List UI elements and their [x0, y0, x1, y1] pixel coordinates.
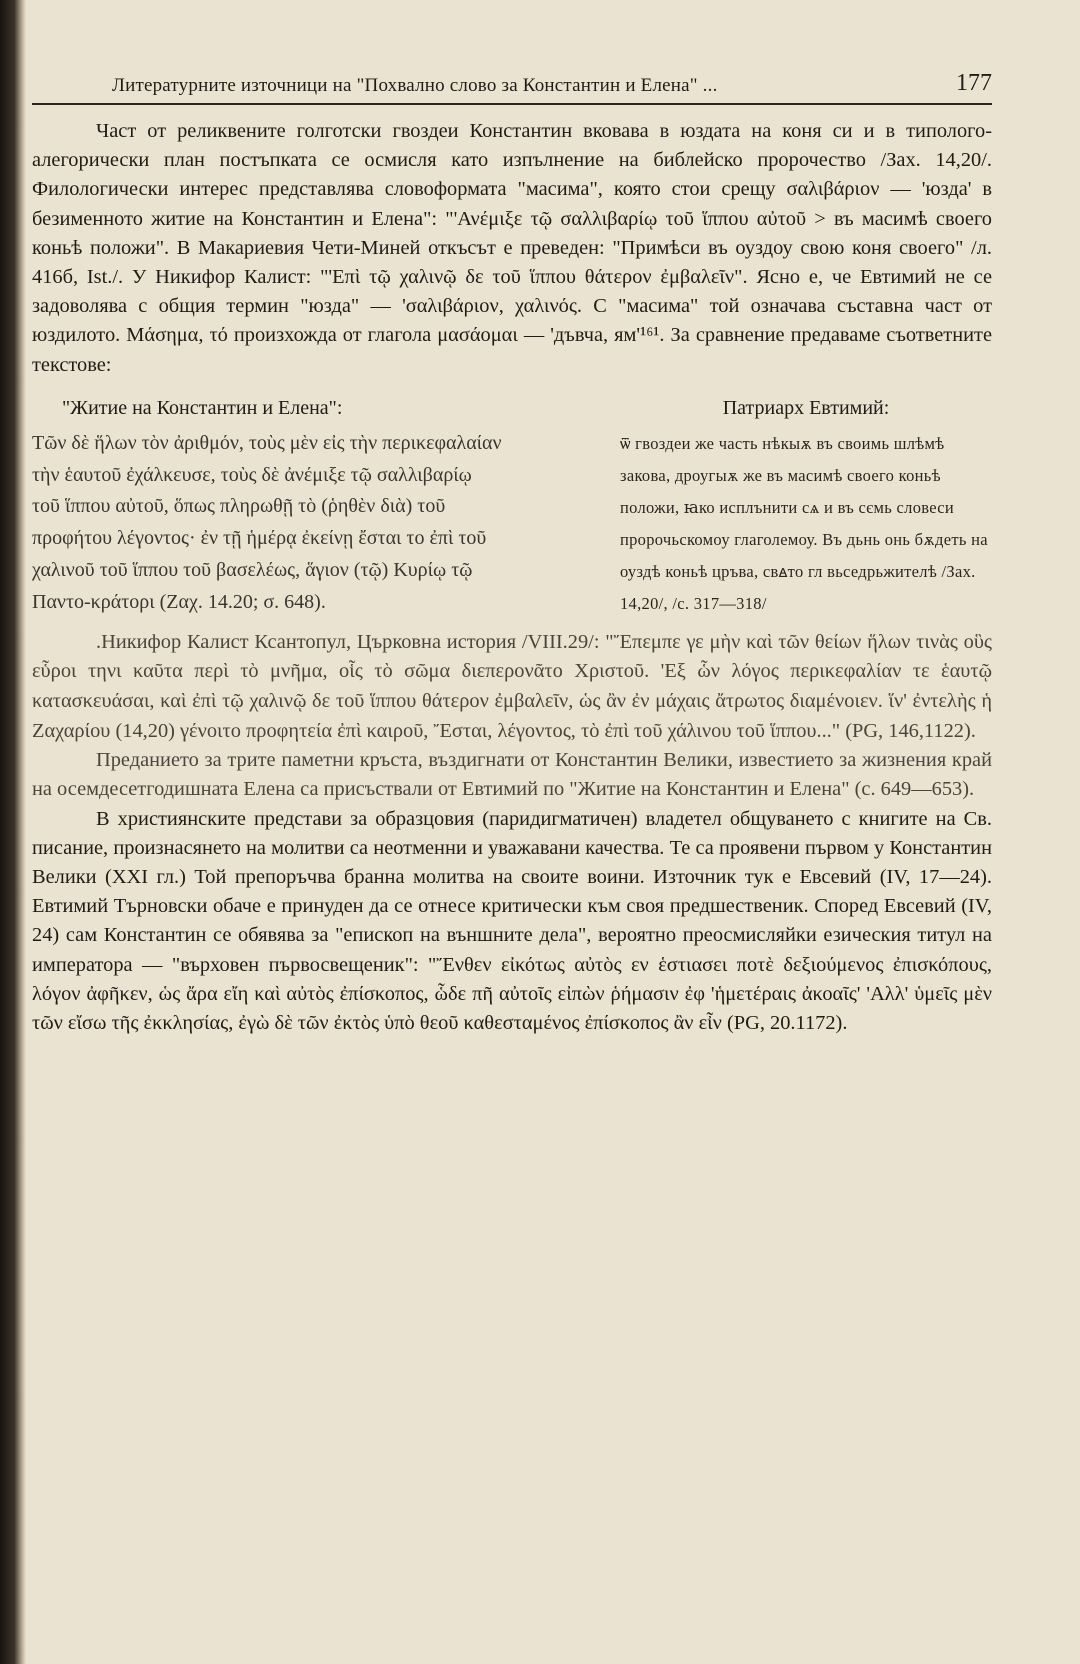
page-number: 177: [956, 70, 992, 96]
paragraph-2: Преданието за трите паметни кръста, въздигнати от Константин Велики, известието за жизнения край на осемдесетгодишната Елена са присъствали от Евтимий по "Житие на Константин и Елена" (с. 649—653).: [32, 749, 992, 801]
running-title: Литературните източници на "Похвално слово за Константин и Елена" ...: [112, 75, 718, 96]
footnote-block: [32, 628, 992, 746]
paragraph-3: В християнските представи за образцовия (паридигматичен) владетел общуването с книгите на Св. писание, произнасянето на молитви са неотменни и уважавани качества. Те са проявени първом у Константин Велики (XXI гл.) Той препоръчва бранна молитва на своите воини. Източник тук е Евсевий (IV, 17—24). Евтимий Търновски обаче е принуден да се отнесе критически към своя предшественик. Според Евсевий (IV, 24) сам Константин се обявява за "епископ на външните дела", вероятно преосмисляйки езическия титул на императора — "върховен първосвещеник": "Ἔνθεν εἰκότως αὐτὸς εν ἑστιασει ποτὲ δεξιούμενος ἐπισκόπους, λόγον ἀφῆκεν, ὡς ἄρα εἴη καὶ αὐτὸς ἐπίσκοπος, ὧδε πῆ αὐτοῖς εἰπὼν ῥήμασιν ἐφ 'ἡμετέραις ἀκοαῖς' 'Αλλ' ὑμεῖς μὲν τῶν εἴσω τῆς ἐκκλησίας, ἐγὼ δὲ τῶν ἐκτὸς ὑπὸ θεοῦ καθεσταμένος ἐπίσκοπος ἂν εἶν (PG, 20.1172).: [32, 807, 992, 1035]
right-column-slavonic-text: ѿ гвоздеи же часть нѣкыѫ въ своимь шлѣмѣ закова, дроугыѫ же въ масимѣ своего коньѣ положи, ꙗко исплънити сѧ и въ сємь словеси пророчьскомоу глаголемоу. Въ дьнь онь бѫдеть на оуздѣ коньѣ цръва, свꙙто гл вьседрьжителѣ /Зах. 14,20/, /с. 317—318/: [620, 433, 988, 613]
book-page: [32, 70, 992, 1038]
right-column-heading: Патриарх Евтимий:: [722, 396, 890, 419]
footnote-text: .Никифор Калист Ксантопул, Църковна история /VIII.29/: "Ἔπεμπε γε μὴν καὶ τῶν θείων ἥλων τινὰς οὓς εὗροι τηνι καῦτα περὶ τὸ μνῆμα, οἷς τὸ σῶμα διεπερονᾶτο Χριστοῦ. 'Εξ ὧν λόγος περικεφαλίαν τε ἑαυτῷ κατασκευάσαι, καὶ ἐπὶ τῷ χαλινῷ δε τοῦ ἵππου θάτερον ἐμβαλεῖν, ὡς ἂν ἐν μάχαις ἄτρωτος διαμένοιεν. ἵν' ἐντελὴς ἡ Ζαχαρίου (14,20) γένοιτο προφητεία ἐπὶ καιροῦ, Ἔσται, λέγοντος, τὸ ἐπὶ τοῦ χάλινου τοῦ ἵππου..." (PG, 146,1122).: [32, 630, 992, 742]
left-column: [32, 394, 502, 620]
left-column-greek-text: Τῶν δὲ ἥλων τὸν ἀριθμόν, τοὺς μὲν εἰς τὴν περικεφαλαίαν τὴν ἑαυτοῦ ἐχάλκευσε, τοὺς δὲ ἀνέμιξε τῷ σαλλιβαρίῳ τοῦ ἵππου αὐτοῦ, ὅπως πληρωθῇ τὸ (ῥηθὲν διὰ) τοῦ προφήτου λέγοντος· ἐν τῇ ἡμέρᾳ ἐκείνῃ ἔσται το ἐπὶ τοῦ χαλινοῦ τοῦ ἵππου τοῦ βασελέως, ἅγιον (τῷ) Κυρίῳ τῷ Παντο-κράτορι (Ζαχ. 14.20; σ. 648).: [32, 431, 502, 613]
right-column: [620, 394, 992, 620]
comparison-columns: [32, 394, 992, 620]
paragraph-1: Част от реликвените голготски гвоздеи Константин вковава в юздата на коня си и в типолого-алегорически план постъпката се осмисля като изпълнение на библейско пророчество /Зах. 14,20/. Филологически интерес представлява словоформата "масима", която стои срещу σαλιβάριον — 'юзда' в безименното житие на Константин и Елена": "'Ανέμιξε τῷ σαλλιβαρίῳ τοῦ ἵππου αὐτοῦ > въ масимѣ своего коньѣ положи". В Макариевия Чети-Миней откъсът е преведен: "Примѣси въ оуздоу свою коня своего" /л. 416б, Ist./. У Никифор Калист: "'Επὶ τῷ χαλινῷ δε τοῦ ἵππου θάτερον ἐμβαλεῖν". Ясно е, че Евтимий не се задоволява с общия термин "юзда" — 'σαλιβάριον, χαλινός. С "масима" той означава съставна част от юздилото. Μάσημα, τό произхожда от глагола μασάομαι — 'дъвча, ям'¹⁶¹. За сравнение предаваме съответните текстове:: [32, 120, 992, 376]
page-body: [32, 105, 992, 1038]
book-spine-shadow: [0, 0, 26, 1664]
left-column-heading: "Житие на Константин и Елена":: [62, 396, 343, 419]
page-header: [32, 70, 992, 105]
